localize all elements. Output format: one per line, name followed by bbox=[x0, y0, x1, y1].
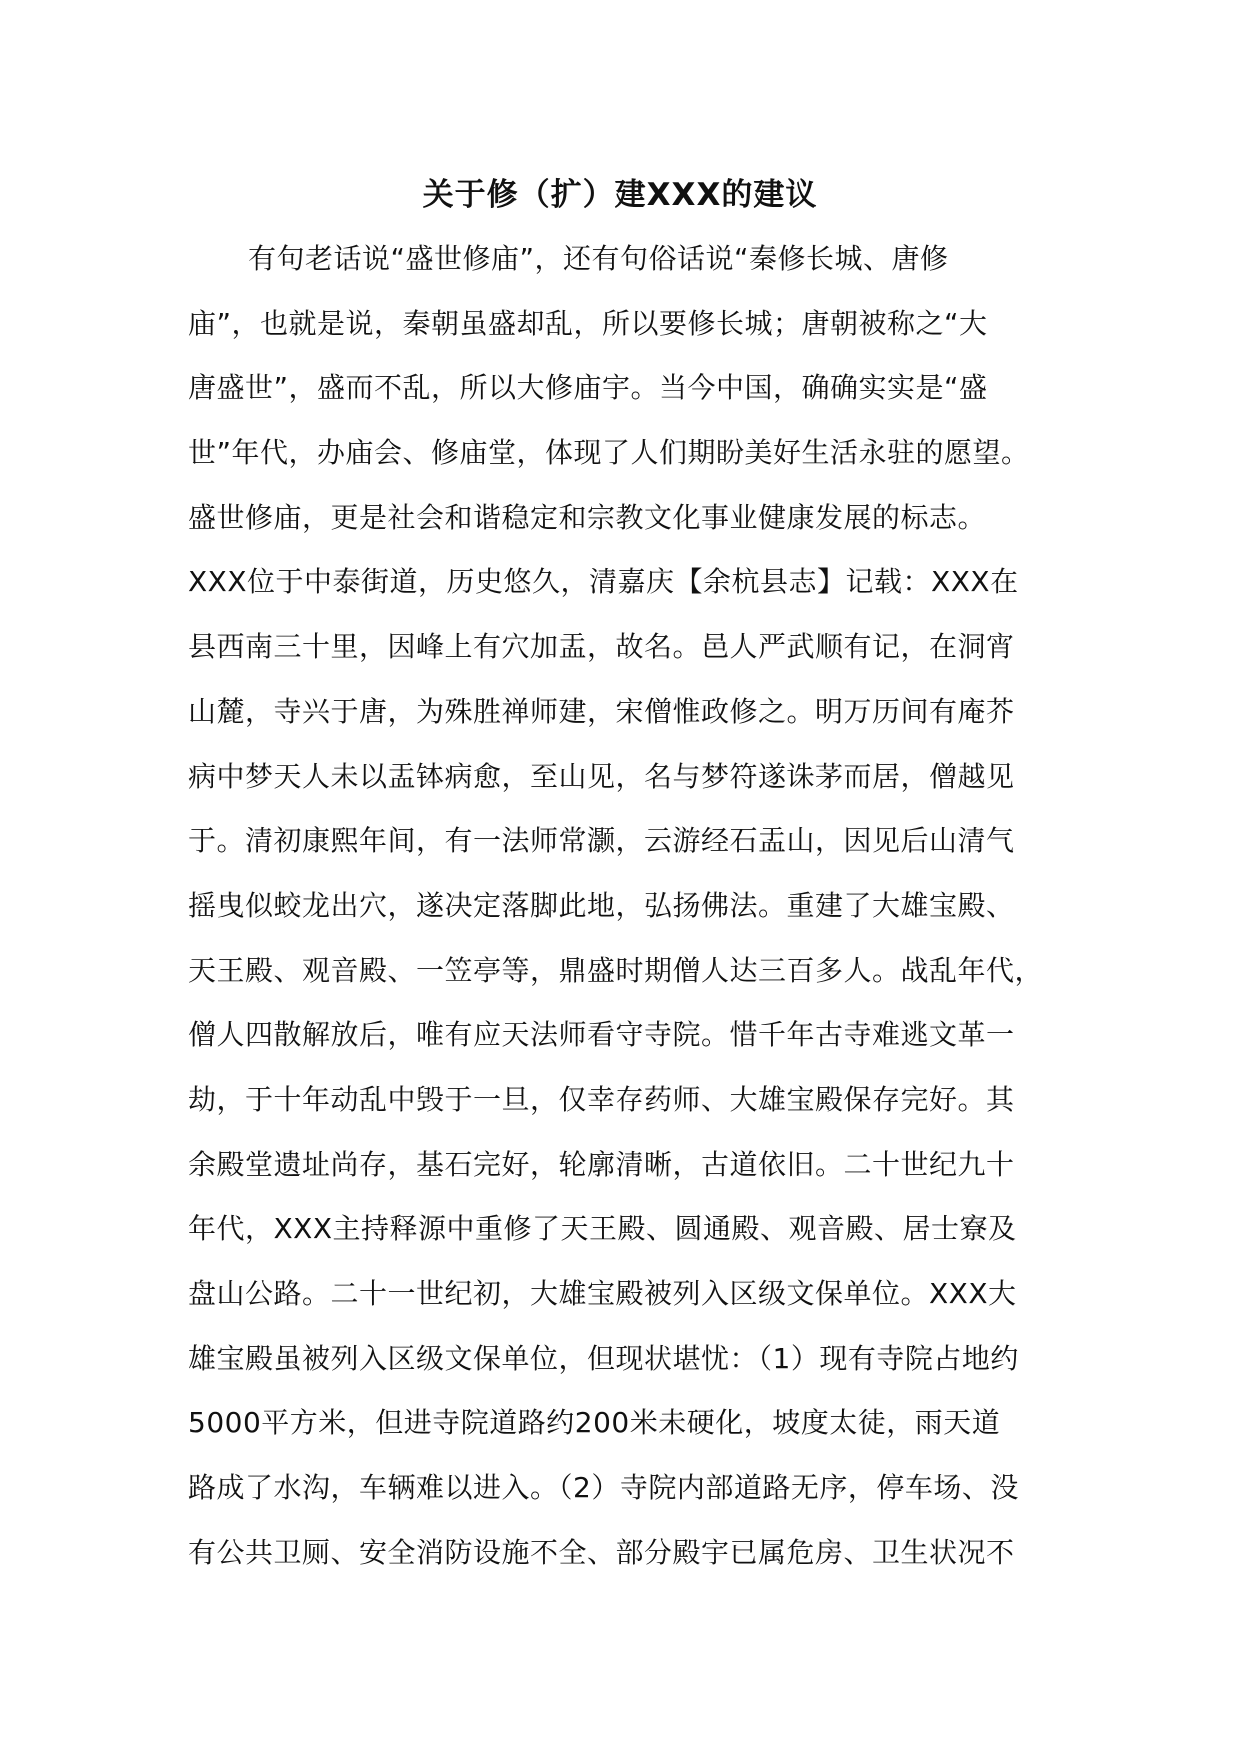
body-line: 病中梦天人未以盂钵病愈，至山见，名与梦符遂诛茅而居，僧越见 bbox=[188, 759, 1015, 793]
body-line: 县西南三十里，因峰上有穴加盂，故名。邑人严武顺有记，在洞宵 bbox=[188, 630, 1015, 664]
body-line: 路成了水沟，车辆难以进入。（2）寺院内部道路无序，停车场、没 bbox=[188, 1471, 1019, 1505]
body-line: 年代，XXX主持释源中重修了天王殿、圆通殿、观音殿、居士寮及 bbox=[188, 1212, 1017, 1246]
body-line: 有句老话说“盛世修庙”，还有句俗话说“秦修长城、唐修 bbox=[248, 242, 949, 275]
body-line: 天王殿、观音殿、一笠亭等，鼎盛时期僧人达三百多人。战乱年代， bbox=[188, 953, 1044, 987]
body-line: 有公共卫厕、安全消防设施不全、部分殿宇已属危房、卫生状况不 bbox=[188, 1535, 1015, 1569]
body-line: 盛世修庙，更是社会和谐稳定和宗教文化事业健康发展的标志。 bbox=[188, 500, 987, 534]
body-line: 摇曳似蛟龙出穴，遂决定落脚此地，弘扬佛法。重建了大雄宝殿、 bbox=[188, 888, 1015, 922]
body-line: 世”年代，办庙会、修庙堂，体现了人们期盼美好生活永驻的愿望。 bbox=[188, 436, 1030, 470]
body-line: 山麓，寺兴于唐，为殊胜禅师建，宋僧惟政修之。明万历间有庵芥 bbox=[188, 694, 1015, 728]
body-line: 劫，于十年动乱中毁于一旦，仅幸存药师、大雄宝殿保存完好。其 bbox=[188, 1082, 1015, 1116]
body-line: 庙”，也就是说，秦朝虽盛却乱，所以要修长城；唐朝被称之“大 bbox=[188, 306, 988, 340]
body-line: 僧人四散解放后，唯有应天法师看守寺院。惜千年古寺难逃文革一 bbox=[188, 1018, 1015, 1052]
body-line: 5000平方米，但进寺院道路约200米未硬化，坡度太徒，雨天道 bbox=[188, 1406, 1001, 1440]
body-line: 雄宝殿虽被列入区级文保单位，但现状堪忧：（1）现有寺院占地约 bbox=[188, 1341, 1019, 1375]
document-title: 关于修（扩）建XXX的建议 bbox=[422, 177, 818, 213]
body-line: 盘山公路。二十一世纪初，大雄宝殿被列入区级文保单位。XXX大 bbox=[188, 1277, 1017, 1310]
body-line: 于。清初康熙年间，有一法师常灏，云游经石盂山，因见后山清气 bbox=[188, 824, 1015, 858]
body-line: 余殿堂遗址尚存，基石完好，轮廓清晰，古道依旧。二十世纪九十 bbox=[188, 1147, 1015, 1181]
body-line: XXX位于中泰街道，历史悠久，清嘉庆【余杭县志】记载：XXX在 bbox=[188, 565, 1019, 599]
body-line: 唐盛世”，盛而不乱，所以大修庙宇。当今中国，确确实实是“盛 bbox=[188, 371, 988, 405]
document-body bbox=[188, 239, 1088, 1597]
